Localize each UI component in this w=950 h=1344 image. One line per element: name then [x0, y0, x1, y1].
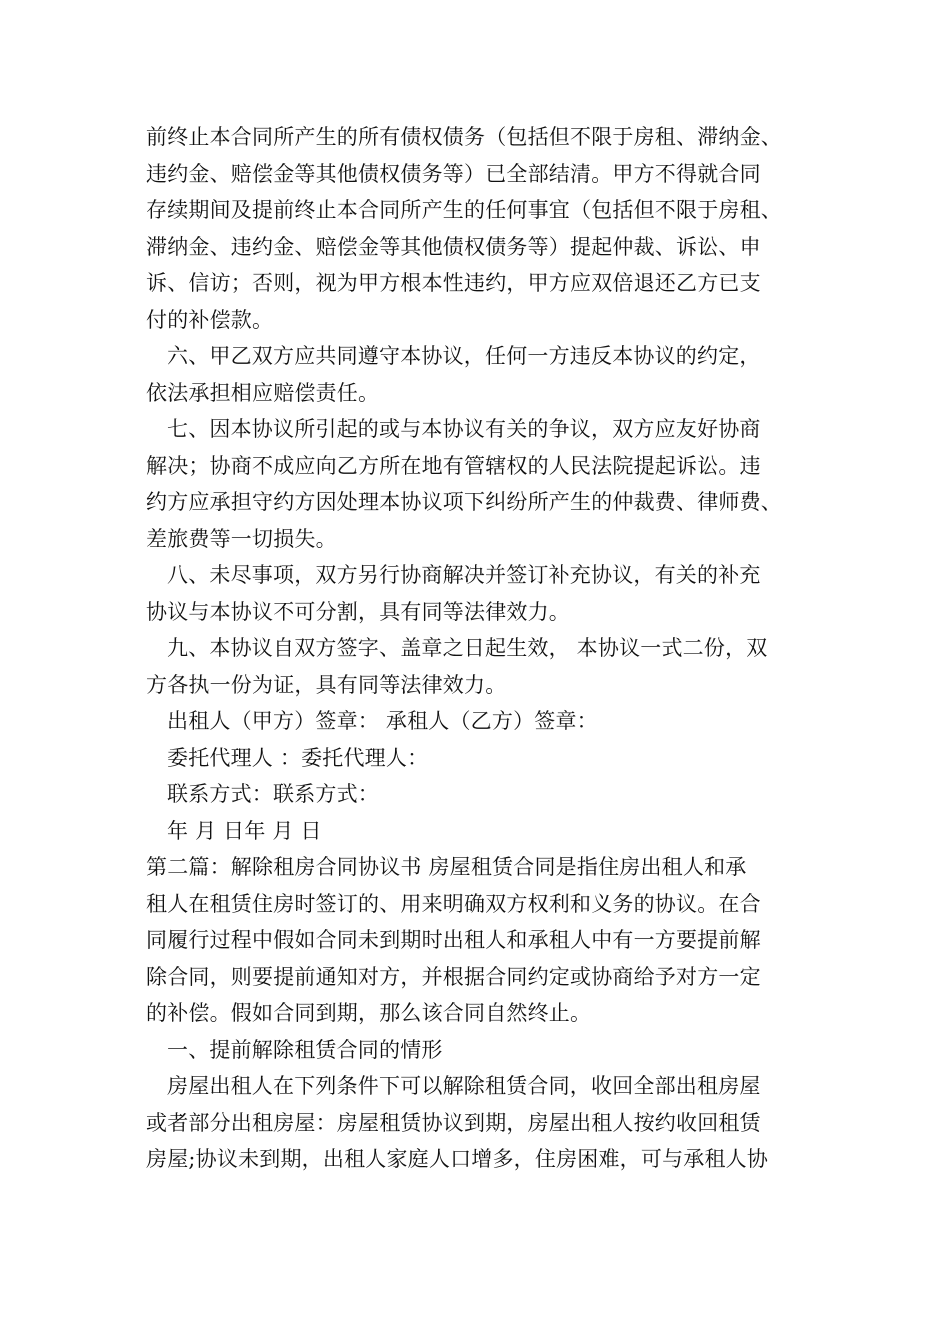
text-line: 付的补偿款。 [146, 307, 274, 332]
text-line: 房屋出租人在下列条件下可以解除租赁合同，收回全部出租房屋 [167, 1074, 761, 1098]
clause-seven: 七、因本协议所引起的或与本协议有关的争议，双方应友好协商 [167, 417, 761, 441]
text-line: 同履行过程中假如合同未到期时出租人和承租人中有一方要提前解 [146, 928, 761, 952]
contact-line: 联系方式：联系方式： [167, 782, 379, 806]
text-line: 房屋;协议未到期，出租人家庭人口增多，住房困难，可与承租人协 [146, 1147, 769, 1171]
text-line: 约方应承担守约方因处理本协议项下纠纷所产生的仲裁费、律师费、 [146, 490, 782, 514]
text-line: 除合同，则要提前通知对方，并根据合同约定或协商给予对方一定 [146, 964, 761, 989]
text-line: 存续期间及提前终止本合同所产生的任何事宜（包括但不限于房租、 [146, 198, 782, 222]
text-line: 协议与本协议不可分割，具有同等法律效力。 [146, 599, 570, 624]
text-line: 违约金、赔偿金等其他债权债务等）已全部结清。甲方不得就合同 [146, 161, 761, 186]
agent-line: 委托代理人 ：委托代理人： [167, 745, 429, 770]
clause-six: 六、甲乙双方应共同遵守本协议，任何一方违反本协议的约定， [167, 344, 761, 368]
subheading-early-termination: 一、提前解除租赁合同的情形 [167, 1037, 443, 1062]
text-line: 方各执一份为证，具有同等法律效力。 [146, 672, 507, 697]
text-line: 差旅费等一切损失。 [146, 526, 337, 551]
text-line: 前终止本合同所产生的所有债权债务（包括但不限于房租、滞纳金、 [146, 125, 782, 149]
document-body [146, 119, 810, 1178]
text-line: 依法承担相应赔偿责任。 [146, 380, 380, 405]
text-line: 的补偿。假如合同到期，那么该合同自然终止。 [146, 1001, 592, 1025]
date-line: 年 月 日年 月 日 [167, 818, 322, 843]
text-line: 租人在租赁住房时签订的、用来明确双方权利和义务的协议。在合 [146, 891, 761, 916]
text-line: 诉、信访；否则，视为甲方根本性违约，甲方应双倍退还乙方已支 [146, 271, 761, 295]
text-line: 滞纳金、违约金、赔偿金等其他债权债务等）提起仲裁、诉讼、申 [146, 234, 761, 259]
text-line: 解决；协商不成应向乙方所在地有管辖权的人民法院提起诉讼。违 [146, 453, 761, 478]
signature-line: 出租人（甲方）签章： 承租人（乙方）签章： [167, 709, 598, 733]
clause-eight: 八、未尽事项，双方另行协商解决并签订补充协议，有关的补充 [167, 563, 761, 587]
text-line: 或者部分出租房屋：房屋租赁协议到期，房屋出租人按约收回租赁 [146, 1110, 761, 1135]
clause-nine: 九、本协议自双方签字、盖章之日起生效， 本协议一式二份，双 [167, 636, 768, 660]
section-two-heading: 第二篇：解除租房合同协议书 房屋租赁合同是指住房出租人和承 [146, 855, 747, 879]
